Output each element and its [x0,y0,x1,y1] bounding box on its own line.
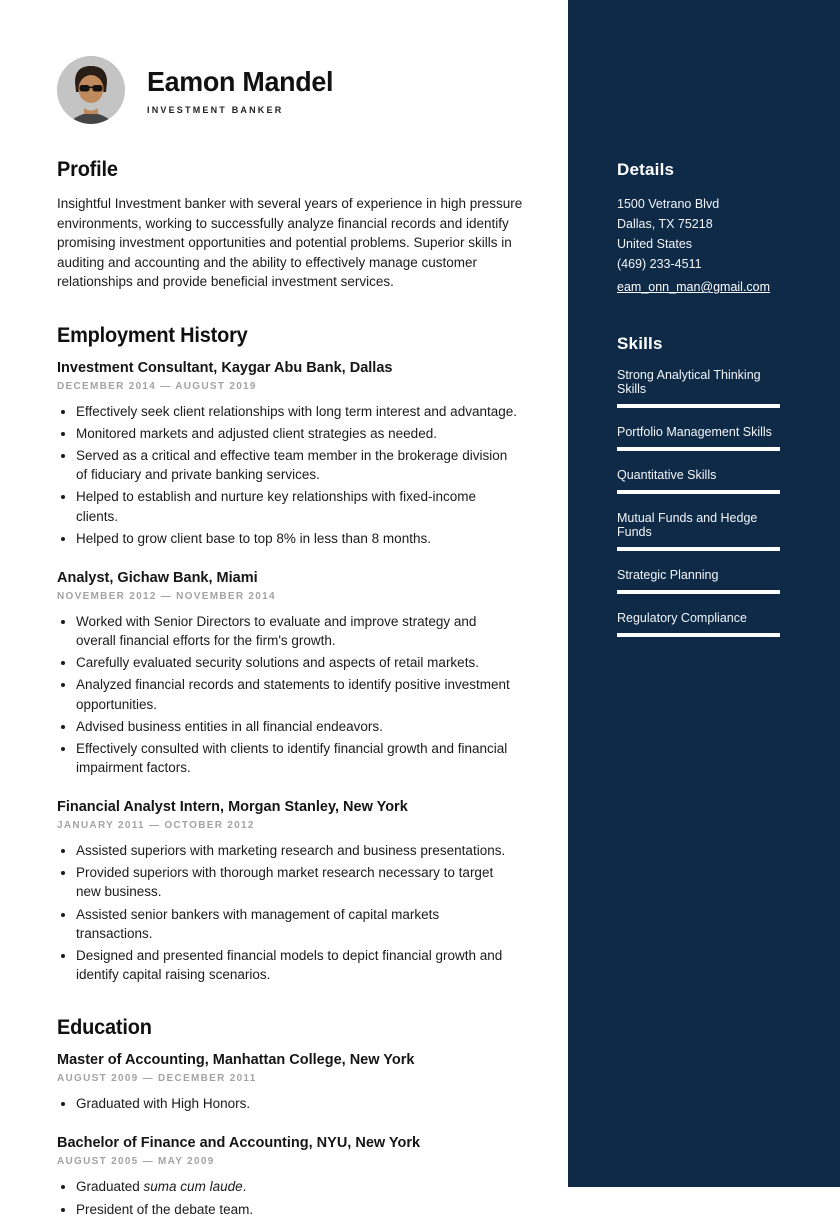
skill-label: Strong Analytical Thinking Skills [617,368,761,396]
entry-dates: AUGUST 2005 — MAY 2009 [57,1156,215,1168]
skill-label: Regulatory Compliance [617,611,747,625]
entry-title: Investment Consultant, Kaygar Abu Bank, Dallas [57,359,393,376]
bullet-item: • Assisted senior bankers with management of capital markets transactions. [76,905,519,943]
detail-line: Dallas, TX 75218 [617,217,713,231]
employment-section [57,324,524,984]
skill-bar-fill [617,590,780,594]
bullet-item: • Helped to grow client base to top 8% in less than 8 months. [76,529,519,548]
skill-label: Quantitative Skills [617,468,717,482]
skill-item [617,611,792,637]
skill-bar-fill [617,490,780,494]
bullet-item: • Effectively consulted with clients to identify financial growth and financial impairment factors. [76,739,519,777]
bullet-list [57,841,519,984]
details-lines [617,194,792,274]
details-heading: Details [617,160,675,179]
dated-entry [57,360,524,548]
bullet-list [57,612,519,777]
bullet-text: . [242,1179,247,1195]
avatar [57,56,125,124]
dated-entry [57,1135,524,1218]
skill-label: Mutual Funds and Hedge Funds [617,511,758,539]
resume-header [57,56,524,124]
skills-heading: Skills [617,334,663,353]
bullet-item: • Analyzed financial records and statements to identify positive investment opportunities. [76,675,519,713]
header-text [147,66,341,115]
bullet-list [57,1177,519,1218]
bullet-item: • Monitored markets and adjusted client strategies as needed. [76,424,519,443]
skill-bar-track [617,633,780,637]
dated-entry [57,799,524,984]
bullet-list [57,1094,519,1113]
bullet-item: • Provided superiors with thorough market research necessary to target new business. [76,863,519,901]
dated-entry [57,570,524,777]
skill-bar-fill [617,633,780,637]
skill-item [617,568,792,594]
skill-bar-fill [617,447,780,451]
bullet-item: • President of the debate team. [76,1200,519,1219]
person-name: Eamon Mandel [147,65,334,97]
dated-entry [57,1052,524,1113]
skill-bar-track [617,447,780,451]
skill-item [617,511,792,551]
bullet-item: • Carefully evaluated security solutions and aspects of retail markets. [76,653,519,672]
bullet-item: • Worked with Senior Directors to evaluate and improve strategy and overall financial efforts for the firm's growth. [76,612,519,650]
bullet-item: • Graduated with High Honors. [76,1094,519,1113]
email-link[interactable]: eam_onn_man@gmail.com [617,280,771,294]
bullet-item: • Helped to establish and nurture key relationships with fixed-income clients. [76,487,519,525]
profile-heading: Profile [57,158,118,181]
entry-dates: NOVEMBER 2012 — NOVEMBER 2014 [57,590,276,602]
entry-dates: AUGUST 2009 — DECEMBER 2011 [57,1073,257,1085]
education-section [57,1016,524,1218]
skill-bar-fill [617,547,780,551]
detail-line: 1500 Vetrano Blvd [617,197,720,211]
entry-title: Financial Analyst Intern, Morgan Stanley, New York [57,799,408,816]
employment-heading: Employment History [57,323,248,347]
bullet-item: • Advised business entities in all financial endeavors. [76,717,519,736]
skills-block [617,334,792,637]
details-block [617,160,792,296]
detail-line: United States [617,237,693,251]
entry-title: Bachelor of Finance and Accounting, NYU, New York [57,1135,421,1152]
skill-bar-track [617,404,780,408]
skill-item [617,368,792,408]
avatar-photo [57,56,125,124]
person-job-title: INVESTMENT BANKER [147,104,284,115]
detail-line: (469) 233-4511 [617,257,702,271]
bullet-list [57,402,519,548]
entry-title: Analyst, Gichaw Bank, Miami [57,569,258,586]
skill-bar-track [617,490,780,494]
sidebar [568,0,840,1187]
skill-item [617,468,792,494]
employment-entries [57,360,524,984]
bullet-item: • Assisted superiors with marketing research and business presentations. [76,841,519,860]
bullet-text: Graduated [76,1179,144,1195]
bullet-item: • Designed and presented financial models to depict financial growth and identify capital raising scenarios. [76,946,519,984]
profile-text: Insightful Investment banker with several years of experience in high pressure environments, working to successfully analyze financial records and identify promising investment opportunities and potential problems. Superior skills in auditing and accounting and the ability to effectively manage customer relationships and provide beneficial investment services. [57,196,523,290]
skill-bar-track [617,590,780,594]
bullet-item: • Served as a critical and effective team member in the brokerage division of fiduciary and private banking services. [76,446,519,484]
entry-dates: JANUARY 2011 — OCTOBER 2012 [57,820,255,832]
education-entries [57,1052,524,1218]
bullet-italic-text: suma cum laude [143,1179,243,1195]
skills-list [617,368,792,637]
bullet-item: • Effectively seek client relationships with long term interest and advantage. [76,402,519,421]
skill-label: Portfolio Management Skills [617,425,772,439]
skill-bar-track [617,547,780,551]
education-heading: Education [57,1016,152,1040]
entry-title: Master of Accounting, Manhattan College, New York [57,1052,415,1069]
profile-section [57,158,524,292]
entry-dates: DECEMBER 2014 — AUGUST 2019 [57,380,257,392]
skill-bar-fill [617,404,780,408]
skill-label: Strategic Planning [617,568,719,582]
skill-item [617,425,792,451]
